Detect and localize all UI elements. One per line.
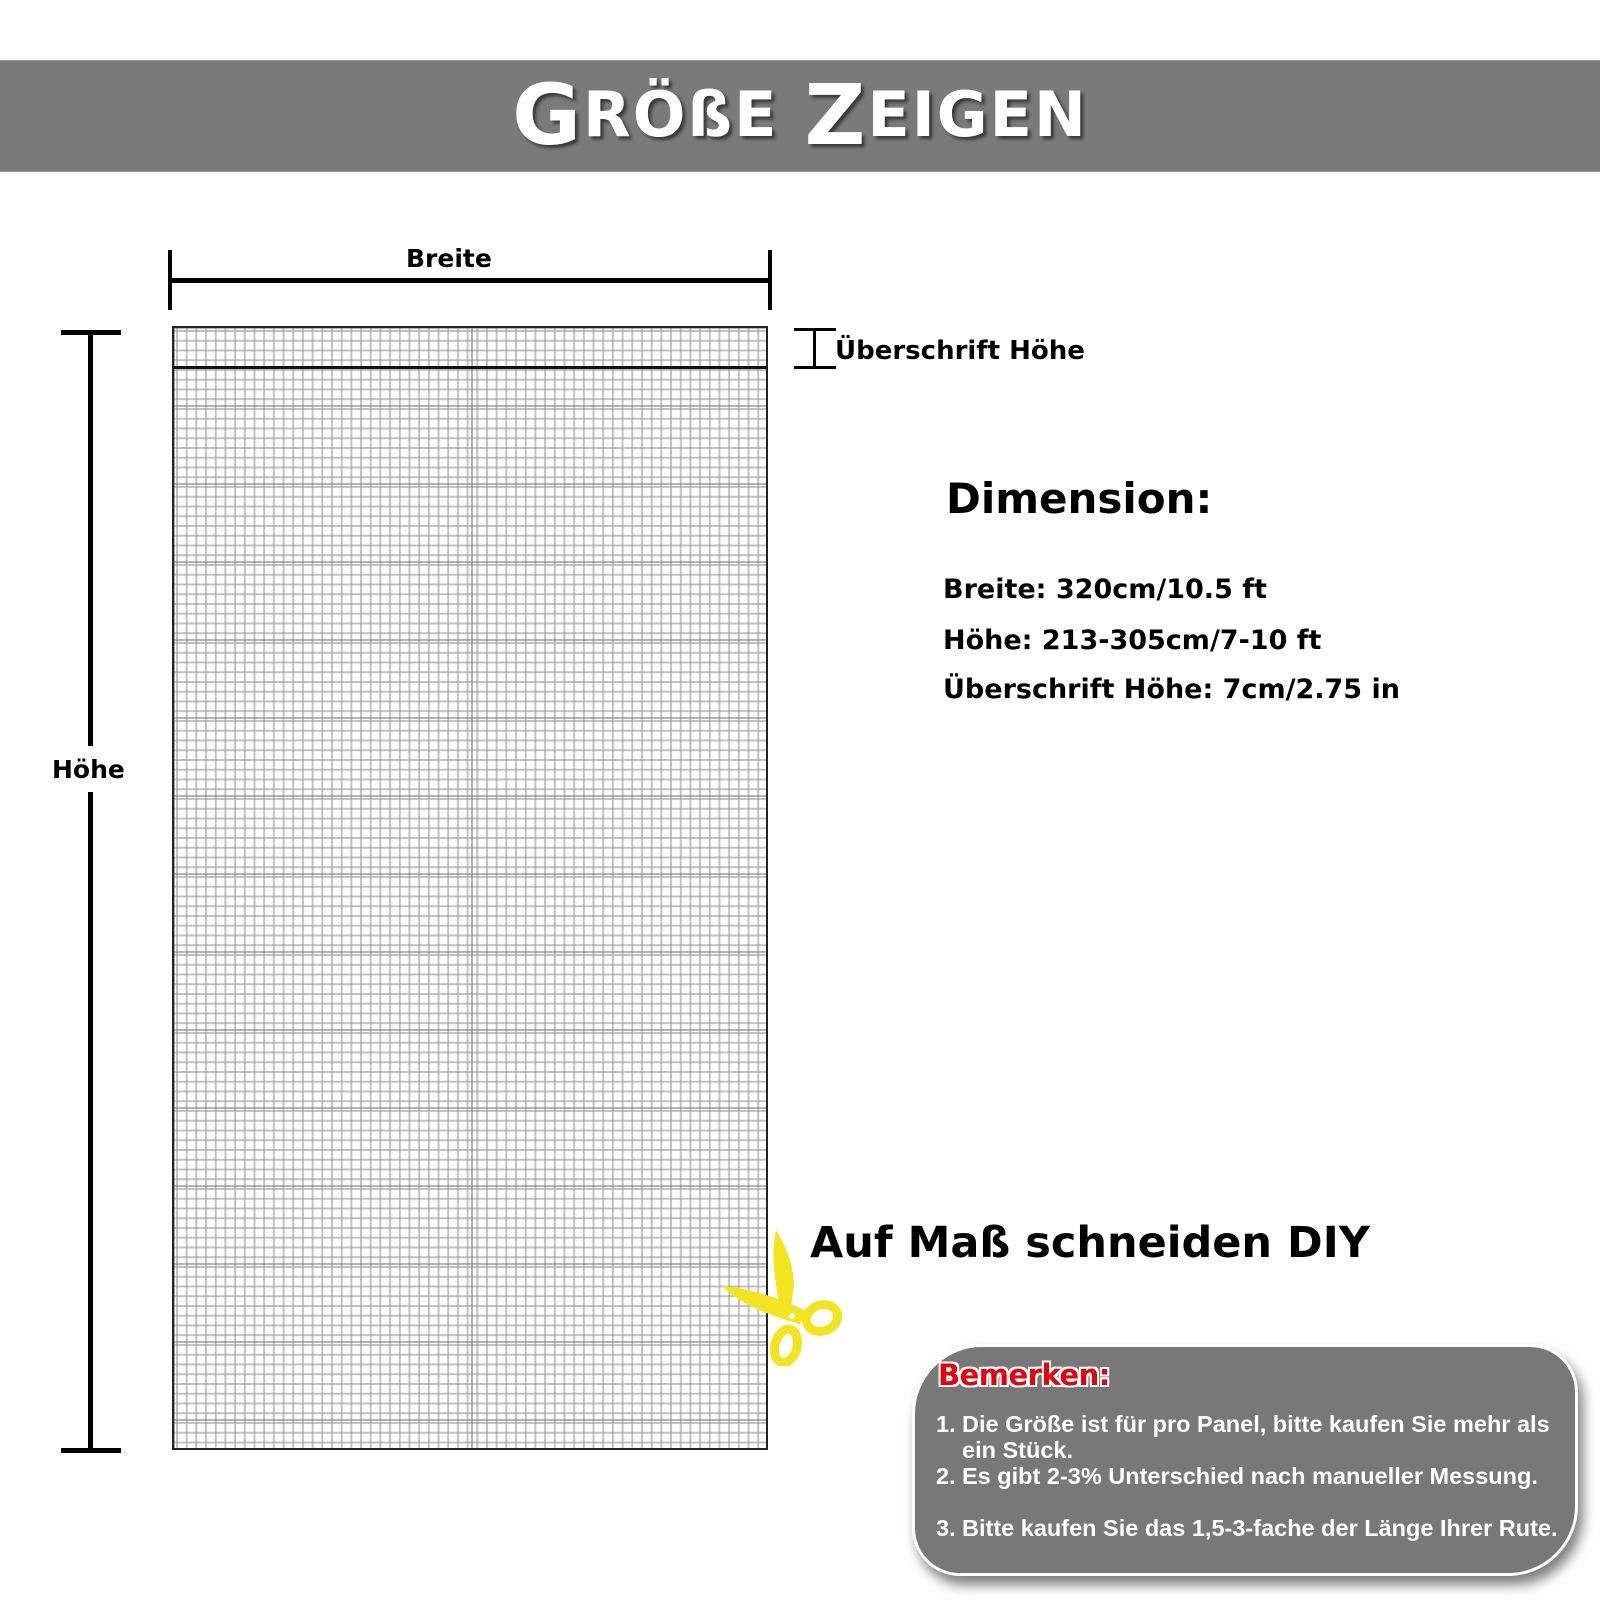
title-word-1-initial: G — [512, 66, 584, 164]
note-text: Die Größe ist für pro Panel, bitte kaufen Sie mehr als ein Stück. — [962, 1411, 1550, 1463]
height-measure-line-bottom — [88, 792, 93, 1450]
note-text: Bitte kaufen Sie das 1,5-3-fache der Länge Ihrer Rute. — [962, 1515, 1558, 1541]
panel-header-divider — [172, 366, 768, 369]
dimension-title: Dimension: — [946, 474, 1213, 523]
title-word-2-initial: Z — [804, 66, 868, 164]
width-label: Breite — [406, 244, 492, 273]
height-measure-bottom-tick — [61, 1448, 121, 1453]
dimension-header-height: Überschrift Höhe: 7cm/2.75 in — [943, 674, 1400, 705]
title-word-2-rest: EIGEN — [867, 78, 1088, 151]
note-number: 3. — [936, 1515, 956, 1541]
note-item — [936, 1515, 1576, 1541]
header-height-bottom-tick — [794, 366, 836, 369]
diy-cut-to-size-text: Auf Maß schneiden DIY — [810, 1218, 1370, 1268]
note-item — [936, 1411, 1576, 1463]
height-measure-line-top — [88, 330, 93, 746]
note-text: Es gibt 2-3% Unterschied nach manueller Messung. — [962, 1463, 1538, 1489]
curtain-panel-grid — [172, 326, 768, 1450]
header-height-label: Überschrift Höhe — [835, 336, 1085, 366]
page-title — [0, 60, 1600, 170]
note-item — [936, 1463, 1576, 1489]
width-measure-line — [168, 278, 772, 283]
height-label: Höhe — [52, 755, 125, 784]
note-number: 2. — [936, 1463, 956, 1489]
dimension-width: Breite: 320cm/10.5 ft — [943, 574, 1267, 605]
title-word-1-rest: RÖßE — [583, 78, 779, 151]
header-height-line — [813, 328, 816, 368]
notes-title: Bemerken: — [938, 1358, 1110, 1392]
note-number: 1. — [936, 1411, 956, 1437]
dimension-height: Höhe: 213-305cm/7-10 ft — [943, 625, 1322, 656]
